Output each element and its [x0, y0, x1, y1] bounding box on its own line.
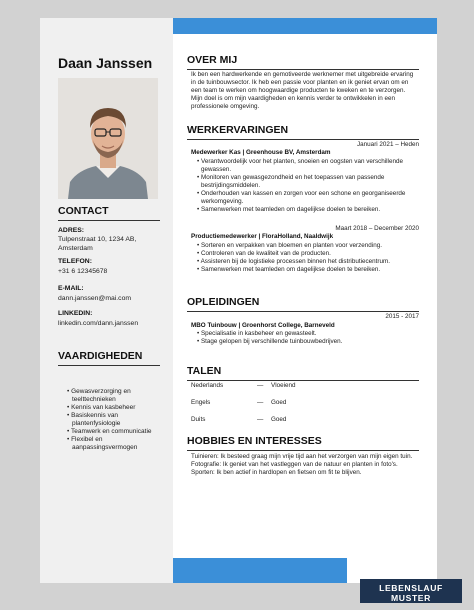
email-value: dann.janssen@mai.com	[58, 295, 132, 302]
list-item: • Verantwoordelijk voor het planten, snoeien en oogsten van verschillende gewassen.	[191, 158, 417, 174]
resume-page	[40, 18, 437, 583]
list-item: • Controleren van de kwaliteit van de producten.	[191, 250, 417, 258]
linkedin-value: linkedin.com/dann.janssen	[58, 320, 139, 327]
skills-heading: VAARDIGHEDEN	[58, 350, 160, 366]
about-text: Ik ben een hardwerkende en gemotiveerde werknemer met uitgebreide ervaring in de tuinbouwsector. Ik heb een passie voor planten en ik geniet ervan om en een team te werken om hoogwaardige producten te kweken en te verzorgen. Mijn doel is om mijn vaardigheden en kennis verder te ontwikkelen in een professionele omgeving.	[191, 71, 414, 110]
contact-heading: CONTACT	[58, 205, 160, 221]
experience-heading: WERKERVARINGEN	[187, 124, 419, 140]
education-heading: OPLEIDINGEN	[187, 296, 419, 312]
phone-value: +31 6 12345678	[58, 268, 108, 275]
accent-bar-top	[173, 18, 437, 34]
hobbies-text: Tuinieren: Ik besteed graag mijn vrije tijd aan het verzorgen van mijn eigen tuin. Fotografie: Ik geniet van het vastleggen van de natuur en planten in foto's. Sporten: Ik ben actief in hardlopen en fietsen om fit te blijven.	[191, 453, 413, 476]
address-label: ADRES:	[58, 227, 85, 234]
education-date: 2015 - 2017	[385, 313, 419, 320]
job-date: Maart 2018 – December 2020	[335, 225, 419, 232]
language-level: Goed	[271, 416, 287, 423]
languages-heading: TALEN	[187, 365, 419, 381]
linkedin-label: LINKEDIN:	[58, 310, 93, 317]
education-bullets	[191, 330, 417, 346]
hobbies-heading: HOBBIES EN INTERESSES	[187, 435, 419, 451]
list-item: • Gewasverzorging en teelttechnieken	[67, 388, 131, 403]
profile-photo	[58, 78, 158, 199]
list-item: • Teamwerk en communicatie	[67, 428, 152, 435]
phone-label: TELEFON:	[58, 258, 92, 265]
list-item: • Onderhouden van kassen en zorgen voor een schone en georganiseerde werkomgeving.	[191, 190, 417, 206]
job-bullets	[191, 158, 417, 214]
language-dash: —	[257, 399, 264, 406]
list-item: • Assisteren bij de logistieke processen binnen het distributiecentrum.	[191, 258, 417, 266]
list-item: • Monitoren van gewasgezondheid en het toepassen van passende bestrijdingsmiddelen.	[191, 174, 417, 190]
person-portrait-icon	[58, 78, 158, 199]
list-item: • Specialisatie in kasbeheer en gewasteelt.	[191, 330, 417, 338]
candidate-name: Daan Janssen	[58, 55, 153, 71]
job-title: Productiemedewerker | FloraHolland, Naaldwijk	[191, 233, 334, 240]
list-item: • Sorteren en verpakken van bloemen en planten voor verzending.	[191, 242, 417, 250]
language-dash: —	[257, 382, 264, 389]
address-value: Tulpenstraat 10, 1234 AB, Amsterdam	[58, 236, 137, 252]
skills-list	[62, 388, 167, 452]
list-item: • Kennis van kasbeheer	[67, 404, 136, 411]
education-title: MBO Tuinbouw | Groenhorst College, Barneveld	[191, 322, 335, 329]
list-item: • Samenwerken met teamleden om dagelijkse doelen te bereiken.	[191, 206, 417, 214]
about-heading: OVER MIJ	[187, 54, 419, 70]
brand-logo-tagline: FOR A CAREER	[384, 605, 438, 610]
email-label: E-MAIL:	[58, 285, 84, 292]
language-name: Engels	[191, 399, 211, 406]
language-name: Nederlands	[191, 382, 224, 389]
accent-bar-bottom	[173, 558, 347, 583]
list-item: • Flexibel en aanpassingsvermogen	[67, 436, 138, 451]
job-title: Medewerker Kas | Greenhouse BV, Amsterdam	[191, 149, 331, 156]
brand-logo	[360, 579, 462, 610]
language-level: Vloeiend	[271, 382, 296, 389]
language-level: Goed	[271, 399, 287, 406]
list-item: • Samenwerken met teamleden om dagelijkse doelen te bereiken.	[191, 266, 417, 274]
list-item: • Basiskennis van plantenfysiologie	[67, 412, 121, 427]
job-bullets	[191, 242, 417, 274]
language-name: Duits	[191, 416, 206, 423]
language-dash: —	[257, 416, 264, 423]
list-item: • Stage gelopen bij verschillende tuinbouwbedrijven.	[191, 338, 417, 346]
job-date: Januari 2021 – Heden	[357, 141, 419, 148]
brand-logo-title: LEBENSLAUF MUSTER	[379, 583, 443, 603]
